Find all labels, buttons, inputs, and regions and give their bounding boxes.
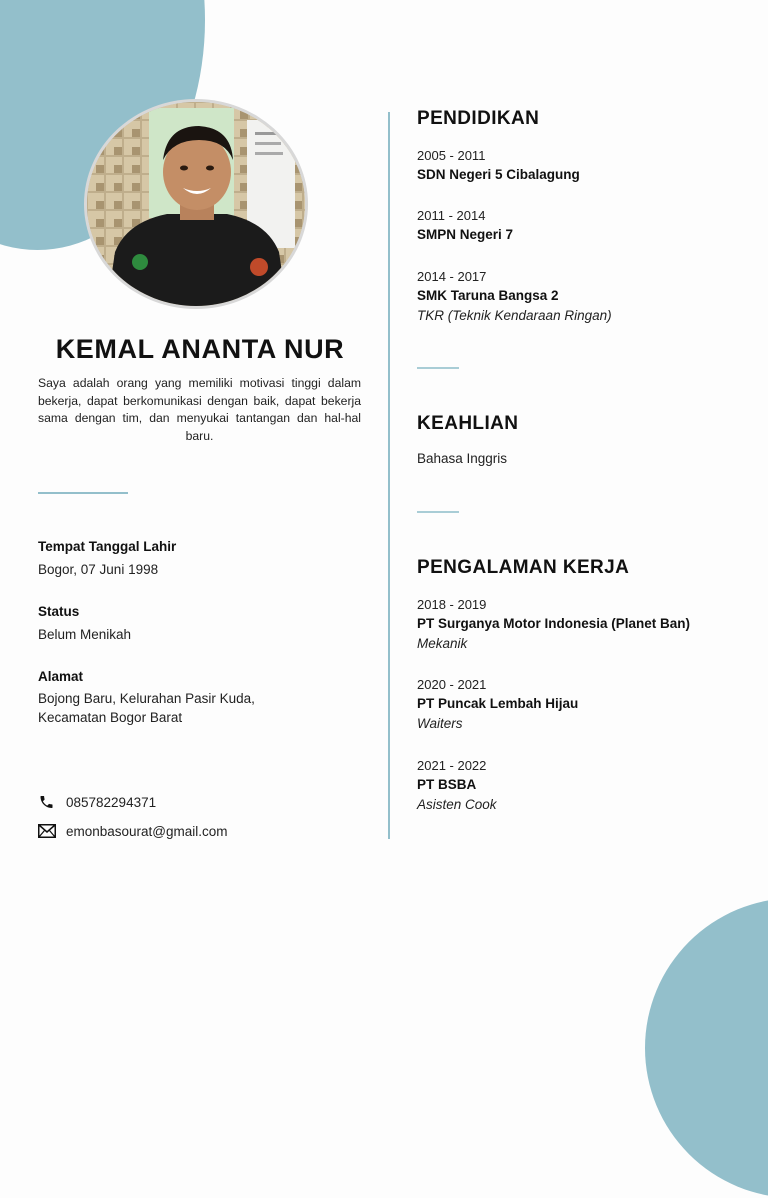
address-line-2: Kecamatan Bogor Barat xyxy=(38,710,183,725)
column-divider xyxy=(388,112,390,839)
profile-summary: Saya adalah orang yang memiliki motivasi tinggi dalam bekerja, dapat berkomunikasi dengan baik, dapat bekerja sama dengan tim, dan menyukai tantangan dan hal-hal baru. xyxy=(38,376,361,443)
accent-line-right xyxy=(417,511,459,513)
education-years: 2011 - 2014 xyxy=(417,208,486,223)
experience-role: Waiters xyxy=(417,716,463,731)
decorative-circle-bottom-right xyxy=(645,898,768,1198)
email-address[interactable]: emonbasourat@gmail.com xyxy=(66,823,228,839)
contact-phone xyxy=(38,794,156,810)
skill-item: Bahasa Inggris xyxy=(417,451,508,466)
experience-item xyxy=(417,595,757,654)
experience-company: PT Puncak Lembah Hijau xyxy=(417,696,579,711)
profile-photo xyxy=(84,99,308,309)
experience-company: PT BSBA xyxy=(417,777,477,792)
candidate-name: KEMAL ANANTA NUR xyxy=(55,334,345,364)
education-item xyxy=(417,146,757,185)
education-item xyxy=(417,267,757,326)
education-years: 2014 - 2017 xyxy=(417,269,487,284)
experience-role: Asisten Cook xyxy=(417,797,497,812)
experience-company: PT Surganya Motor Indonesia (Planet Ban) xyxy=(417,616,691,631)
experience-role: Mekanik xyxy=(417,636,468,651)
experience-years: 2018 - 2019 xyxy=(417,597,487,612)
status-value: Belum Menikah xyxy=(38,627,132,642)
education-title: PENDIDIKAN xyxy=(417,108,540,129)
person-photo-illustration xyxy=(87,102,305,306)
phone-icon xyxy=(38,794,58,810)
experience-item xyxy=(417,756,757,815)
phone-number[interactable]: 085782294371 xyxy=(66,794,157,810)
education-years: 2005 - 2011 xyxy=(417,148,486,163)
birth-value: Bogor, 07 Juni 1998 xyxy=(38,562,159,577)
address-label: Alamat xyxy=(38,669,84,684)
status-label: Status xyxy=(38,604,80,619)
education-item xyxy=(417,206,757,245)
experience-item xyxy=(417,675,757,734)
birth-label: Tempat Tanggal Lahir xyxy=(38,539,177,554)
education-school: SDN Negeri 5 Cibalagung xyxy=(417,167,580,182)
address-line-1: Bojong Baru, Kelurahan Pasir Kuda, xyxy=(38,691,255,706)
accent-line-left xyxy=(38,492,128,494)
experience-years: 2020 - 2021 xyxy=(417,677,487,692)
experience-title: PENGALAMAN KERJA xyxy=(417,557,630,578)
education-school: SMK Taruna Bangsa 2 xyxy=(417,288,559,303)
profile-photo-image xyxy=(87,102,305,306)
accent-line-right xyxy=(417,367,459,369)
education-school: SMPN Negeri 7 xyxy=(417,227,514,242)
skills-title: KEAHLIAN xyxy=(417,413,519,434)
experience-years: 2021 - 2022 xyxy=(417,758,487,773)
education-major: TKR (Teknik Kendaraan Ringan) xyxy=(417,308,612,323)
contact-email xyxy=(38,823,228,839)
mail-icon xyxy=(38,823,58,839)
